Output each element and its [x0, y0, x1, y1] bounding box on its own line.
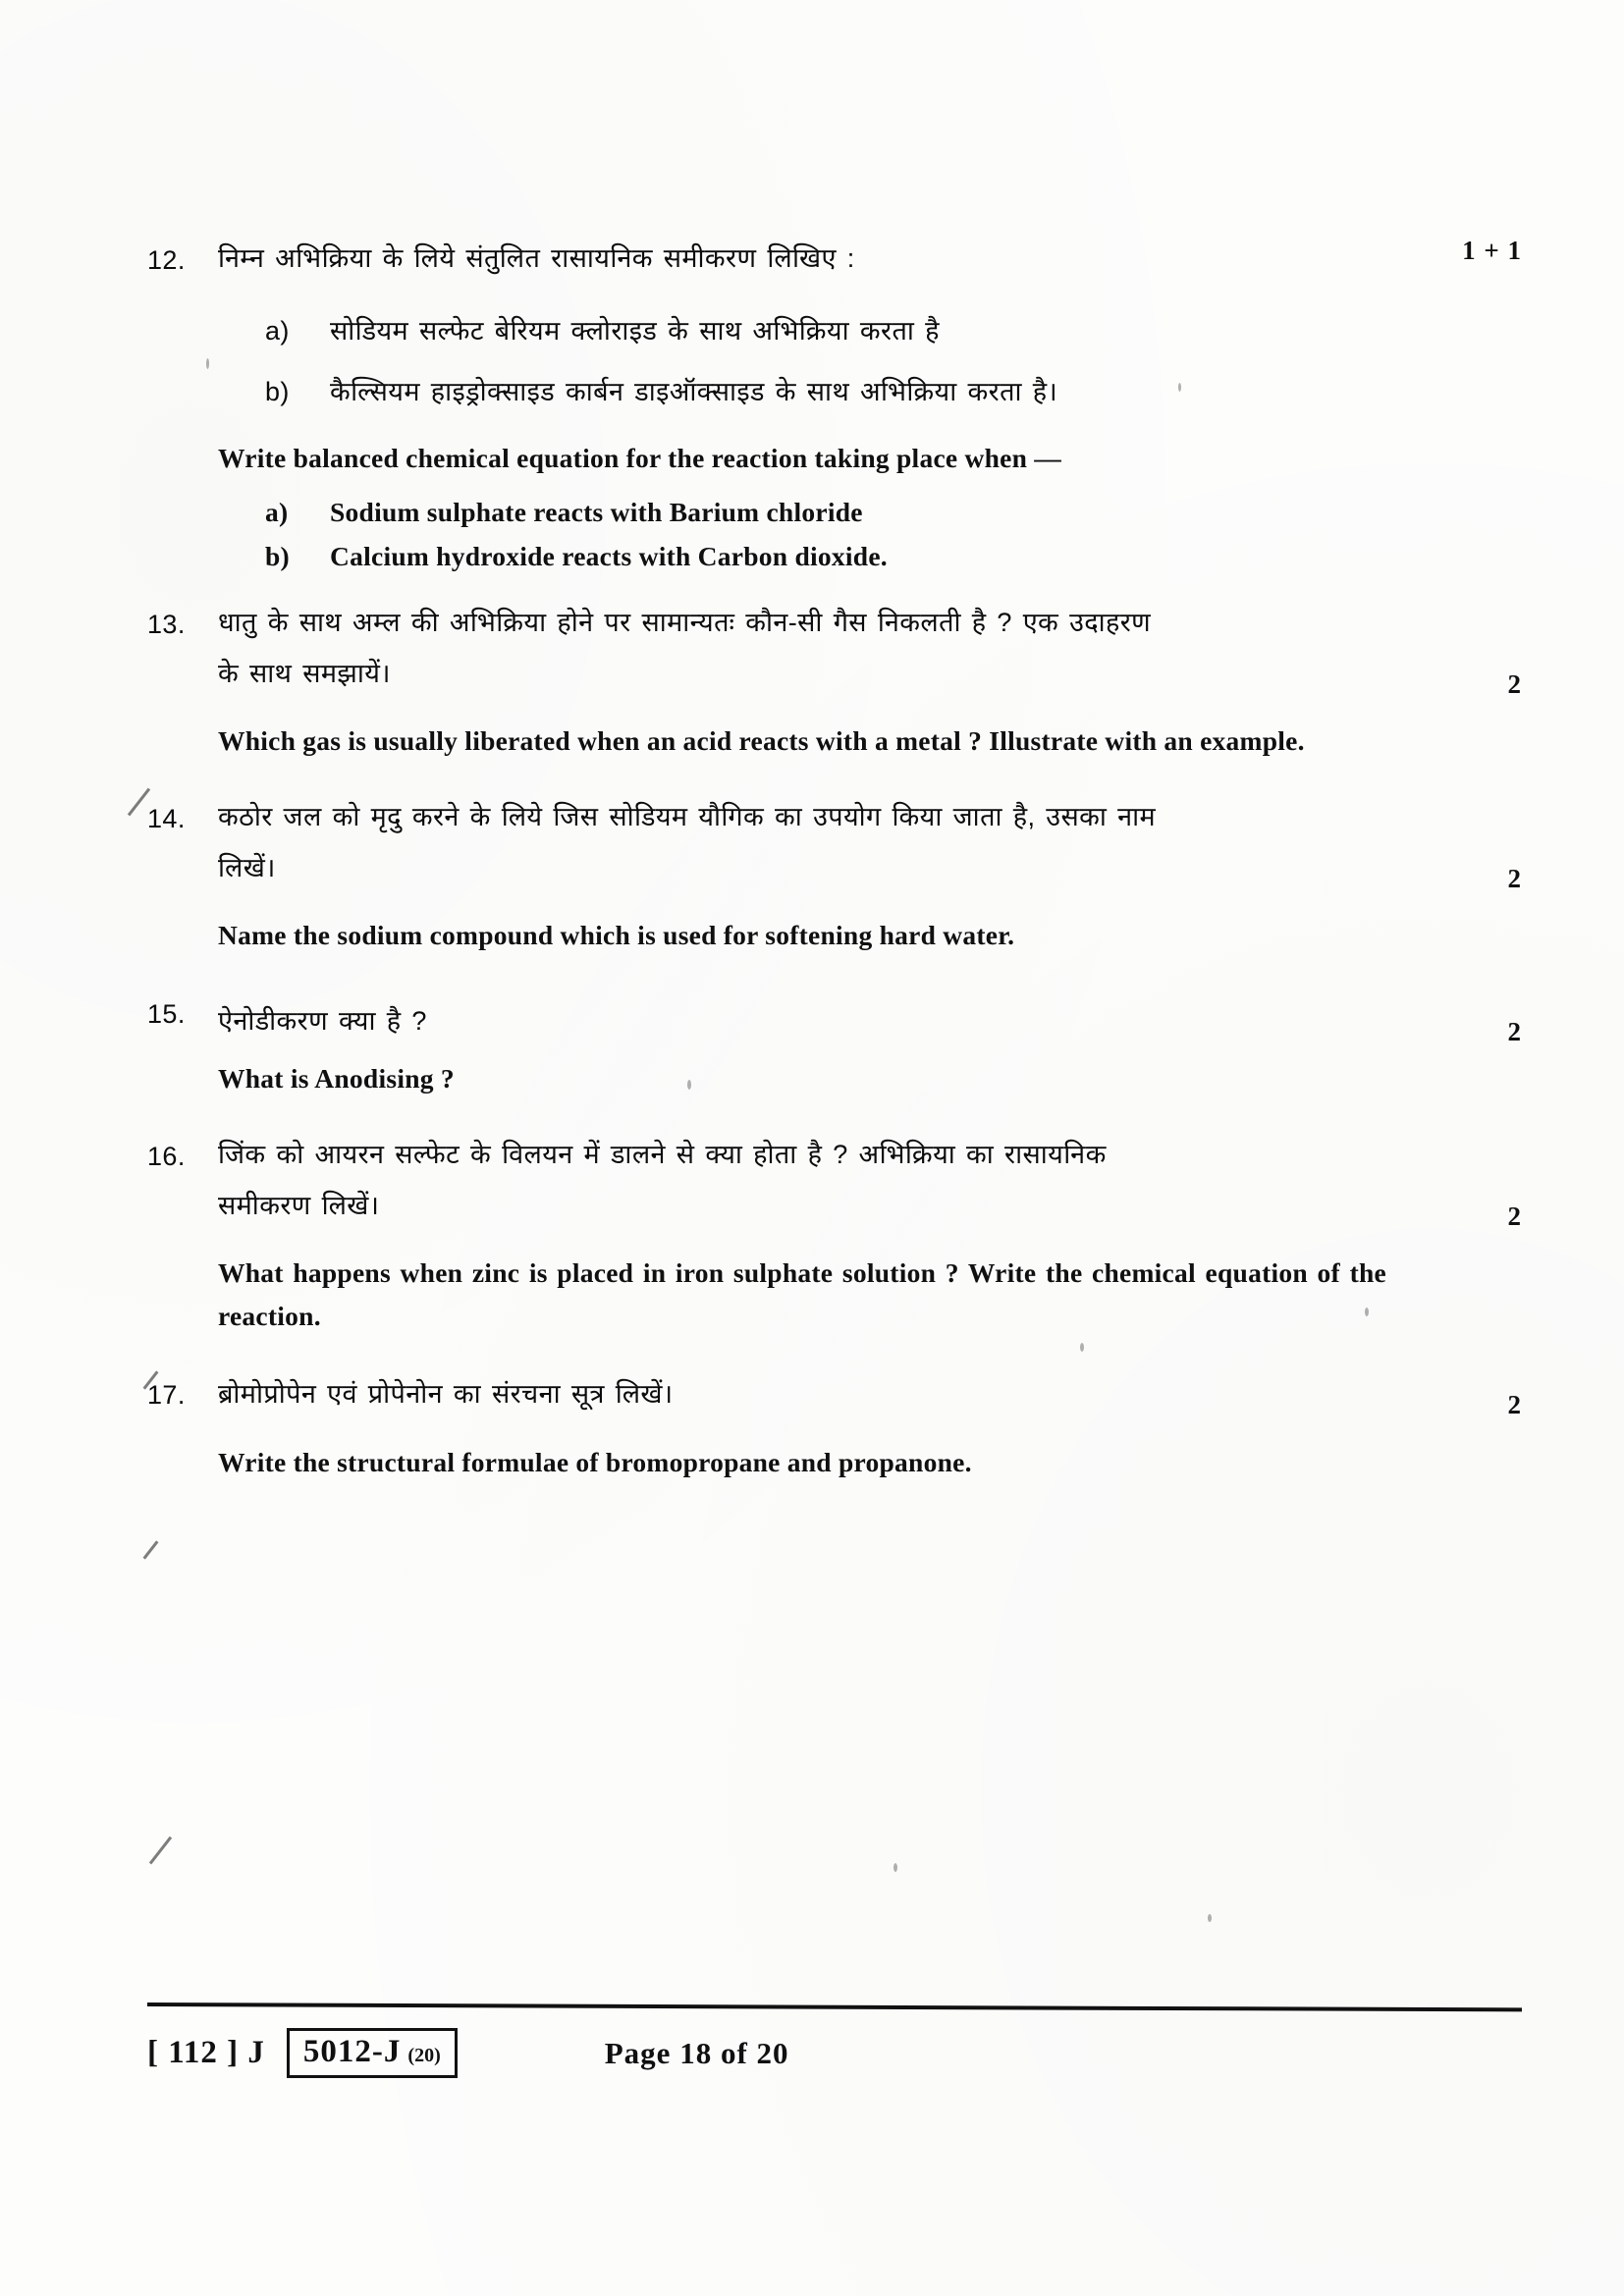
question-13-english-row [147, 720, 1522, 764]
question-list [147, 234, 1522, 1484]
question-15-english-row [147, 1057, 1522, 1101]
question-17-marks: 2 [1507, 1389, 1522, 1419]
question-14 [147, 792, 1522, 894]
question-12-marks: 1 + 1 [1462, 236, 1522, 265]
sub-item-text: Sodium sulphate reacts with Barium chloride [330, 497, 863, 528]
footer-left-code: [ 112 ] J [147, 2035, 265, 2070]
question-12-english-item-b [147, 535, 1522, 579]
question-number: 15. [147, 998, 186, 1029]
question-13-marks: 2 [1507, 668, 1522, 699]
question-14-english-row [147, 914, 1522, 958]
question-14-hindi-line-2: लिखें। [218, 853, 276, 883]
question-14-marks: 2 [1507, 863, 1522, 893]
question-number: 16. [147, 1142, 186, 1172]
question-16-english-row [147, 1252, 1522, 1339]
question-13-hindi-line-1: धातु के साथ अम्ल की अभिक्रिया होने पर सामान्यतः कौन-सी गैस निकलती है ? एक उदाहरण [218, 608, 1152, 638]
pen-mark [149, 1837, 172, 1865]
question-16-hindi-line-2: समीकरण लिखें। [218, 1190, 380, 1220]
question-12 [147, 234, 1522, 287]
sub-item-text: सोडियम सल्फेट बेरियम क्लोराइड के साथ अभिक्रिया करता है [330, 315, 940, 346]
footer-paper-code: 5012-J [302, 2034, 402, 2069]
pen-mark [143, 1540, 159, 1559]
scan-speck [1208, 1914, 1212, 1922]
question-17-hindi: ब्रोमोप्रोपेन एवं प्रोपेनोन का संरचना सूत्र लिखें। [218, 1379, 674, 1409]
sub-item-label: b) [265, 540, 290, 571]
question-15-hindi: ऐनोडीकरण क्या है ? [218, 1005, 427, 1036]
sub-item-label: b) [265, 376, 290, 406]
question-17-english-row [147, 1441, 1522, 1485]
footer-code-suffix: (20) [407, 2045, 441, 2066]
question-12-hindi-item-a [147, 306, 1522, 357]
question-12-english-item-a [147, 491, 1522, 535]
question-15 [147, 988, 1522, 1047]
question-number: 17. [147, 1379, 186, 1410]
question-14-english: Name the sodium compound which is used for softening hard water. [218, 919, 1015, 950]
question-12-hindi-prompt: निम्न अभिक्रिया के लिये संतुलित रासायनिक समीकरण लिखिए : [218, 243, 855, 273]
sub-item-label: a) [265, 315, 290, 346]
question-14-hindi-line-1: कठोर जल को मृदु करने के लिये जिस सोडियम यौगिक का उपयोग किया जाता है, उसका नाम [218, 802, 1157, 832]
sub-item-text: Calcium hydroxide reacts with Carbon dioxide. [330, 540, 888, 571]
question-16 [147, 1130, 1522, 1232]
question-17-english: Write the structural formulae of bromopropane and propanone. [218, 1446, 972, 1477]
page-footer [147, 2002, 1522, 2078]
footer-page-label: Page 18 of 20 [604, 2035, 789, 2070]
question-16-english: What happens when zinc is placed in iron sulphate solution ? Write the chemical equation of the reaction. [218, 1256, 1386, 1332]
question-number: 13. [147, 610, 186, 640]
question-13-hindi-line-2: के साथ समझायें। [218, 658, 391, 688]
question-15-marks: 2 [1507, 1016, 1522, 1046]
question-number: 14. [147, 804, 186, 834]
question-15-english: What is Anodising ? [218, 1062, 455, 1094]
question-number: 12. [147, 245, 186, 275]
question-13-english: Which gas is usually liberated when an acid reacts with a metal ? Illustrate with an example. [218, 724, 1305, 756]
sub-item-label: a) [265, 497, 289, 528]
question-17 [147, 1368, 1522, 1421]
question-12-english-prompt-row [147, 437, 1522, 481]
sub-item-text: कैल्सियम हाइड्रोक्साइड कार्बन डाइऑक्साइड के साथ अभिक्रिया करता है। [330, 376, 1058, 406]
question-13 [147, 598, 1522, 700]
question-16-hindi-line-1: जिंक को आयरन सल्फेट के विलयन में डालने से क्या होता है ? अभिक्रिया का रासायनिक [218, 1140, 1107, 1170]
question-12-hindi-item-b [147, 367, 1522, 418]
footer-code-box [287, 2028, 458, 2078]
question-12-english-prompt: Write balanced chemical equation for the reaction taking place when — [218, 443, 1062, 474]
footer-divider [147, 2002, 1522, 2011]
scan-speck [893, 1863, 897, 1872]
question-16-marks: 2 [1507, 1201, 1522, 1231]
